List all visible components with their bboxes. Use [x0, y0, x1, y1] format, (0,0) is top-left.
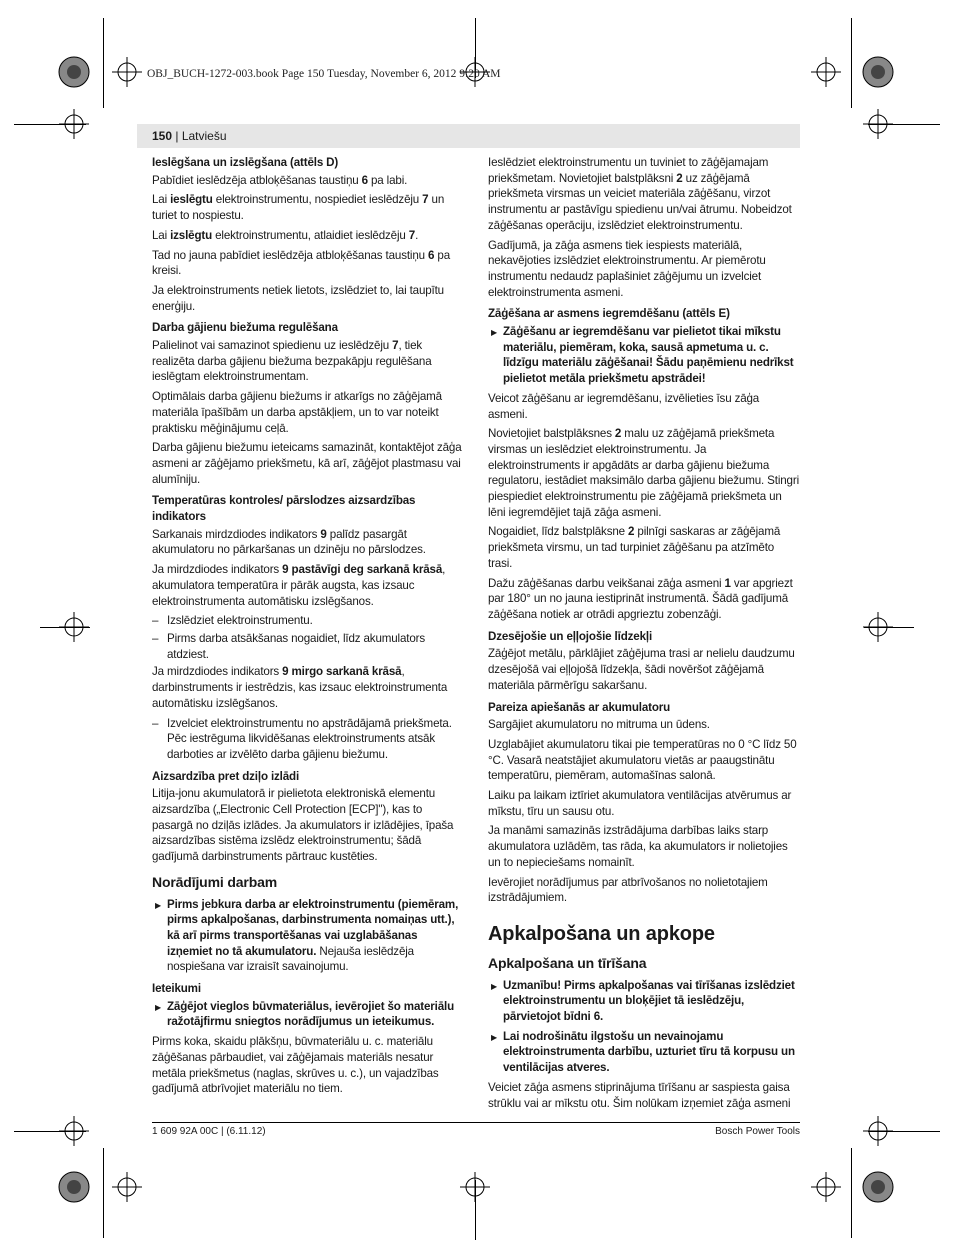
paragraph: Laiku pa laikam iztīriet akumulatora ventilācijas atvērumus ar mīkstu, tīru un sausu otu.: [488, 789, 792, 818]
warning-bullet: ▶ Zāģējot vieglos būvmateriālus, ievērojiet šo materiālu ražotājfirmu sniegtos norādījumus un ieteikumus.: [152, 999, 464, 1030]
paragraph: Ieslēdziet elektroinstrumentu un tuviniet to zāģējamajam priekšmetam. Novietojiet balstplāksni 2 uz zāģējamā priekšmeta virsmas un veiciet materiāla zāģēšanu, virzot instrumentu ar pastāvīgu spiedienu un/vai ātrumu. Nobeidzot zāģēšanas operāciju, izslēdziet elektroinstrumentu.: [488, 156, 792, 232]
section-heading: Dzesējošie un eļļojošie līdzekļi: [488, 629, 653, 643]
paragraph: Uzglabājiet akumulatoru tikai pie temperatūras no 0 °C līdz 50 °C. Vasarā neatstājiet akumulatoru vietās ar paaugstinātu temperatūru, piemēram, automašīnas salonā.: [488, 737, 797, 783]
footer-code: 1 609 92A 00C | (6.11.12): [152, 1126, 266, 1137]
section-heading: Zāģēšana ar asmens iegremdēšanu (attēls E): [488, 307, 730, 321]
page-header-bar: [137, 124, 800, 148]
paragraph: Veiciet zāģa asmens stiprinājuma tīrīšanu ar saspiesta gaisa strūklu vai ar mīkstu otu. Šim nolūkam izņemiet zāģa asmeni: [488, 1080, 791, 1110]
paragraph: Darba gājienu biežumu ieteicams samazināt, kontaktējot zāģa asmeni ar zāģējamo priekšmetu, kā arī, zāģējot plastmasu vai alumīniju.: [152, 441, 462, 486]
paragraph: Litija-jonu akumulatorā ir pielietota elektroniskā elementu aizsardzība („Electronic Cell Protection [ECP]"), kas to pasargā no dziļās izlādes. Ja akumulators ir izlādējies, īpaša aizsardzības sistēma izslēdz elektroinstrumentu; šādā gadījumā darbinstruments pārtrauc kustēties.: [152, 787, 454, 864]
paragraph: Pirms koka, skaidu plākšņu, būvmateriālu u. c. materiālu zāģēšanas pārbaudiet, vai zāģējamais materiāls nesatur metāla priekšmetus (naglas, skrūves u. c.), un vajadzības gadījumā atbrīvojiet materiālu no tiem.: [152, 1035, 439, 1096]
subsection-title: Apkalpošana un tīrīšana: [488, 954, 647, 971]
warning-bullet: ▶ Uzmanību! Pirms apkalpošanas vai tīrīšanas izslēdziet elektroinstrumentu un bloķējiet tā ieslēdzēju, pārvietojot bīdni 6.: [488, 978, 800, 1025]
paragraph: Dažu zāģēšanas darbu veikšanai zāģa asmeni 1 var apgriezt par 180° un no jauna iestiprināt instrumentā. Šādā gadījumā zāģēšana notiek ar otrādi apgrieztu zobenzāģi.: [488, 576, 793, 621]
section-heading: Ieteikumi: [152, 982, 201, 996]
footer-rule: [152, 1122, 800, 1123]
book-info-line: OBJ_BUCH-1272-003.book Page 150 Tuesday, November 6, 2012 9:20 AM: [147, 68, 501, 80]
subsection-title: Norādījumi darbam: [152, 873, 278, 890]
chapter-title: Apkalpošana un apkope: [488, 922, 715, 945]
warning-bullet: ▶ Zāģēšanu ar iegremdēšanu var pielietot tikai mīkstu materiālu, piemēram, koka, sausā apmetuma u. c. līdzīgu materiālu zāģēšanai! Šādu paņēmienu nedrīkst pielietot metāla priekšmetu apstrādei!: [488, 324, 800, 387]
section-heading: Darba gājienu biežuma regulēšana: [152, 321, 338, 335]
list-item: – Izslēdziet elektroinstrumentu.: [152, 613, 464, 629]
warning-bullet: ▶ Lai nodrošinātu ilgstošu un nevainojamu elektroinstrumenta darbību, uzturiet tīru tā korpusu un ventilācijas atveres.: [488, 1029, 800, 1076]
warning-bullet: ▶ Pirms jebkura darba ar elektroinstrumentu (piemēram, pirms apkalpošanas, darbinstrumenta nomaiņas utt.), kā arī pirms transportēšanas vai uzglabāšanas izņemiet no tā akumulatoru. Nejauša ieslēdzēja nospiešana var izraisīt savainojumu.: [152, 897, 464, 976]
footer-brand: Bosch Power Tools: [715, 1126, 800, 1137]
list-item: – Izvelciet elektroinstrumentu no apstrādājamā priekšmeta. Pēc iestrēguma likvidēšanas elektroinstruments atsāk darboties ar izvēlēto darba gājienu biežumu.: [152, 716, 464, 763]
paragraph: Nogaidiet, līdz balstplāksne 2 pilnīgi saskaras ar zāģējamā priekšmeta virsmu, un tad turpiniet zāģēšanu pa atzīmēto trasi.: [488, 525, 781, 570]
section-heading: Temperatūras kontroles/ pārslodzes aizsardzības indikators: [152, 494, 416, 524]
left-column: [152, 155, 464, 1101]
paragraph: Sarkanais mirdzdiodes indikators 9 palīdz pasargāt akumulatoru no pārkaršanas un dzinēju no pārslodzes.: [152, 527, 426, 557]
paragraph: Ja mirdzdiodes indikators 9 pastāvīgi deg sarkanā krāsā, akumulatora temperatūra ir pārāk augsta, kas izsauc elektroinstrumenta automātisku izslēgšanos.: [152, 563, 446, 608]
paragraph: Ja manāmi samazinās izstrādājuma darbības laiks starp akumulatora uzlādēm, tas rāda, ka akumulators ir nolietojies un to nepieciešams nomainīt.: [488, 824, 788, 869]
paragraph: Palielinot vai samazinot spiedienu uz ieslēdzēju 7, tiek realizēta darba gājienu biežuma bezpakāpju regulēšana ieslēgtam elektroinstrumentam.: [152, 339, 432, 384]
right-column: [488, 155, 800, 1115]
paragraph: Pabīdiet ieslēdzēja atbloķēšanas taustiņu 6 pa labi.: [152, 173, 408, 187]
paragraph: Ja elektroinstruments netiek lietots, izslēdziet to, lai taupītu enerģiju.: [152, 283, 444, 313]
paragraph: Novietojiet balstplāksnes 2 malu uz zāģējamā priekšmeta virsmas un ieslēdziet elektroinstrumentu. Ja elektroinstruments ir apgādāts ar darba gājienu biežuma regulatoru, iestādiet maksimālo darba gājienu biežumu. Stingri piespiediet elektroinstrumentu pie zāģējamā priekšmeta un lēni iegremdējiet tajā zāģa asmeni.: [488, 427, 799, 519]
paragraph: Tad no jauna pabīdiet ieslēdzēja atbloķēšanas taustiņu 6 pa kreisi.: [152, 248, 450, 278]
paragraph: Zāģējot metālu, pārklājiet zāģējuma trasi ar nelielu daudzumu dzesējošā vai eļļojošā līdzekļa, šādi novēršot zāģējamā materiāla pārmērīgu sakaršanu.: [488, 647, 795, 692]
paragraph: Gadījumā, ja zāģa asmens tiek iespiests materiālā, nekavējoties izslēdziet elektroinstrumentu. Ar piemērotu instrumentu nedaudz paplašiniet zāģējumu un izvelciet elektroinstrumenta asmeni.: [488, 238, 766, 299]
paragraph: Veicot zāģēšanu ar iegremdēšanu, izvēlieties īsu zāģa asmeni.: [488, 391, 760, 421]
page-header: 150 | Latviešu: [152, 129, 227, 143]
page-language: Latviešu: [181, 129, 227, 143]
page-number: 150: [152, 129, 173, 143]
paragraph: Optimālais darba gājienu biežums ir atkarīgs no zāģējamā materiāla īpašībām un darba apstākļiem, un to var noteikt praktisku mēģinājumu ceļā.: [152, 390, 442, 435]
section-heading: Aizsardzība pret dziļo izlādi: [152, 769, 300, 783]
paragraph: Ja mirdzdiodes indikators 9 mirgo sarkanā krāsā, darbinstruments ir iestrēdzis, kas izsauc elektroinstrumenta automātisku izslēgšanos.: [152, 665, 448, 710]
list-item: – Pirms darba atsākšanas nogaidiet, līdz akumulators atdziest.: [152, 631, 464, 662]
section-heading: Ieslēgšana un izslēgšana (attēls D): [152, 156, 339, 169]
paragraph: Sargājiet akumulatoru no mitruma un ūdens.: [488, 718, 710, 732]
paragraph: Ievērojiet norādījumus par atbrīvošanos no nolietotajiem izstrādājumiem.: [488, 875, 768, 905]
paragraph: Lai ieslēgtu elektroinstrumentu, nospiediet ieslēdzēju 7 un turiet to nospiestu.: [152, 193, 445, 223]
section-heading: Pareiza apiešanās ar akumulatoru: [488, 700, 671, 714]
paragraph: Lai izslēgtu elektroinstrumentu, atlaidiet ieslēdzēju 7.: [152, 228, 419, 242]
